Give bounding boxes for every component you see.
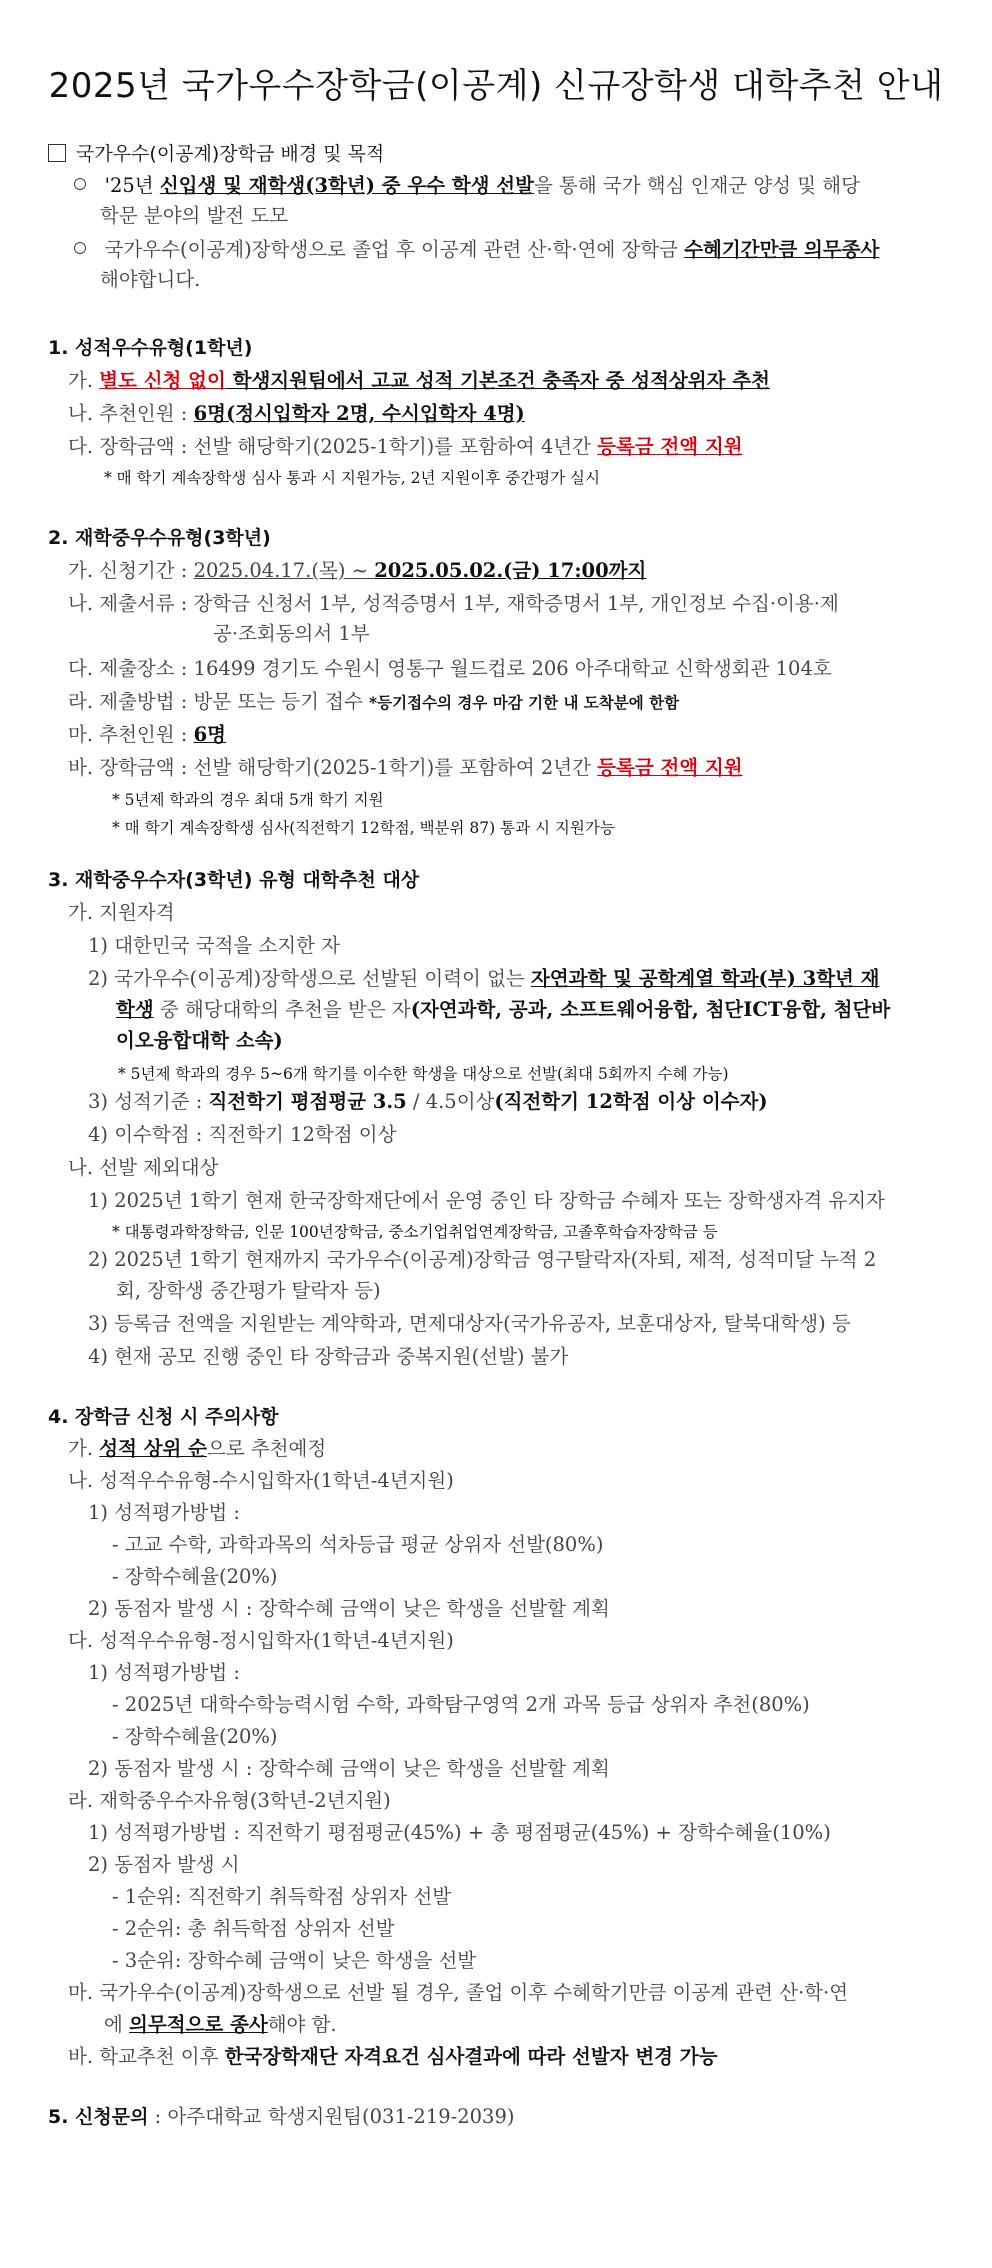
s3-na-2: 2) 2025년 1학기 현재까지 국가우수(이공계)장학금 영구탈락자(자퇴, 제적, 성적미달 누적 2 bbox=[88, 1248, 877, 1271]
s3-ga-3: 3) 성적기준 : 직전학기 평점평균 3.5 / 4.5이상(직전학기 12학점 이상 이수자) bbox=[88, 1090, 768, 1113]
intro-bullet-1: '25년 신입생 및 재학생(3학년) 중 우수 학생 선발을 통해 국가 핵심 인재군 양성 및 해당 bbox=[74, 172, 860, 200]
s2-item-ma: 마. 추천인원 : 6명 bbox=[68, 723, 226, 746]
s2-item-da: 다. 제출장소 : 16499 경기도 수원시 영통구 월드컵로 206 아주대학교 신학생회관 104호 bbox=[68, 657, 832, 680]
intro-bullet-2-cont: 해야합니다. bbox=[100, 268, 201, 291]
section-5-heading: 5. 신청문의 : 아주대학교 학생지원팀(031-219-2039) bbox=[48, 2105, 515, 2128]
s4-na-1b: - 장학수혜율(20%) bbox=[112, 1565, 278, 1588]
intro-bullet-1-cont: 학문 분야의 발전 도모 bbox=[100, 204, 289, 227]
s1-item-na: 나. 추천인원 : 6명(정시입학자 2명, 수시입학자 4명) bbox=[68, 402, 525, 425]
s4-ra-2b: - 2순위: 총 취득학점 상위자 선발 bbox=[112, 1917, 395, 1940]
checkbox-square-icon bbox=[48, 144, 66, 162]
section-3-heading: 3. 재학중우수자(3학년) 유형 대학추천 대상 bbox=[48, 869, 420, 891]
s1-item-da: 다. 장학금액 : 선발 해당학기(2025-1학기)를 포함하여 4년간 등록금 전액 지원 bbox=[68, 435, 743, 458]
s4-na-1a: - 고교 수학, 과학과목의 석차등급 평균 상위자 선발(80%) bbox=[112, 1533, 604, 1556]
s2-item-ga: 가. 신청기간 : 2025.04.17.(목) ~ 2025.05.02.(금) 17:00까지 bbox=[68, 559, 647, 582]
s3-item-na: 나. 선발 제외대상 bbox=[68, 1156, 219, 1179]
s4-ra-2: 2) 동점자 발생 시 bbox=[88, 1853, 240, 1876]
s2-note-1: * 5년제 학과의 경우 최대 5개 학기 지원 bbox=[112, 791, 384, 809]
s4-da-1a: - 2025년 대학수학능력시험 수학, 과학탐구영역 2개 과목 등급 상위자 추천(80%) bbox=[112, 1693, 810, 1716]
s4-na-1: 1) 성적평가방법 : bbox=[88, 1501, 241, 1524]
s4-da-1: 1) 성적평가방법 : bbox=[88, 1661, 241, 1684]
s4-item-ra: 라. 재학중우수자유형(3학년-2년지원) bbox=[68, 1789, 391, 1812]
intro-bullet-2: 국가우수(이공계)장학생으로 졸업 후 이공계 관련 산·학·연에 장학금 수혜기간만큼 의무종사 bbox=[74, 236, 879, 264]
s1-note: * 매 학기 계속장학생 심사 통과 시 지원가능, 2년 지원이후 중간평가 실시 bbox=[104, 469, 600, 487]
s3-na-1-note: * 대통령과학장학금, 인문 100년장학금, 중소기업취업연계장학금, 고졸후학습자장학금 등 bbox=[112, 1223, 718, 1241]
s3-na-3: 3) 등록금 전액을 지원받는 계약학과, 면제대상자(국가유공자, 보훈대상자, 탈북대학생) 등 bbox=[88, 1312, 851, 1335]
s3-na-2-cont: 회, 장학생 중간평가 탈락자 등) bbox=[116, 1279, 381, 1302]
intro-heading: 국가우수(이공계)장학금 배경 및 목적 bbox=[48, 140, 384, 168]
s3-na-1: 1) 2025년 1학기 현재 한국장학재단에서 운영 중인 타 장학금 수혜자 또는 장학생자격 유지자 bbox=[88, 1189, 885, 1212]
s4-ra-2c: - 3순위: 장학수혜 금액이 낮은 학생을 선발 bbox=[112, 1949, 477, 1972]
s4-item-ga: 가. 성적 상위 순으로 추천예정 bbox=[68, 1437, 327, 1460]
s2-item-na: 나. 제출서류 : 장학금 신청서 1부, 성적증명서 1부, 재학증명서 1부, 개인정보 수집·이용·제 bbox=[68, 592, 839, 615]
s4-item-ma: 마. 국가우수(이공계)장학생으로 선발 될 경우, 졸업 이후 수혜학기만큼 이공계 관련 산·학·연 bbox=[68, 1981, 849, 2004]
s4-da-1b: - 장학수혜율(20%) bbox=[112, 1725, 278, 1748]
s4-item-ba: 바. 학교추천 이후 한국장학재단 자격요건 심사결과에 따라 선발자 변경 가능 bbox=[68, 2045, 718, 2068]
page-title: 2025년 국가우수장학금(이공계) 신규장학생 대학추천 안내 bbox=[48, 66, 944, 106]
section-4-heading: 4. 장학금 신청 시 주의사항 bbox=[48, 1406, 279, 1428]
s3-ga-2-note: * 5년제 학과의 경우 5~6개 학기를 이수한 학생을 대상으로 선발(최대 5회까지 수혜 가능) bbox=[118, 1065, 729, 1083]
s4-item-ma-cont: 에 의무적으로 종사해야 함. bbox=[104, 2013, 337, 2036]
s2-note-2: * 매 학기 계속장학생 심사(직전학기 12학점, 백분위 87) 통과 시 지원가능 bbox=[112, 819, 615, 837]
s3-ga-2-cont: 학생 중 해당대학의 추천을 받은 자(자연과학, 공과, 소프트웨어융합, 첨단ICT융합, 첨단바 bbox=[116, 998, 891, 1021]
s3-item-ga: 가. 지원자격 bbox=[68, 901, 175, 924]
circle-bullet-icon bbox=[74, 242, 86, 254]
contact-info: : 아주대학교 학생지원팀(031-219-2039) bbox=[148, 2105, 515, 2128]
s2-item-ba: 바. 장학금액 : 선발 해당학기(2025-1학기)를 포함하여 2년간 등록금 전액 지원 bbox=[68, 756, 743, 779]
s4-ra-2a: - 1순위: 직전학기 취득학점 상위자 선발 bbox=[112, 1885, 452, 1908]
circle-bullet-icon bbox=[74, 178, 86, 190]
s3-na-4: 4) 현재 공모 진행 중인 타 장학금과 중복지원(선발) 불가 bbox=[88, 1345, 569, 1368]
s3-ga-2-cont-2: 이오융합대학 소속) bbox=[116, 1029, 283, 1052]
s4-da-2: 2) 동점자 발생 시 : 장학수혜 금액이 낮은 학생을 선발할 계획 bbox=[88, 1757, 610, 1780]
s1-item-ga: 가. 별도 신청 없이 학생지원팀에서 고교 성적 기본조건 충족자 중 성적상위자 추천 bbox=[68, 369, 770, 392]
s4-item-da: 다. 성적우수유형-정시입학자(1학년-4년지원) bbox=[68, 1629, 454, 1652]
s2-item-ra: 라. 제출방법 : 방문 또는 등기 접수 *등기접수의 경우 마감 기한 내 도착분에 한함 bbox=[68, 690, 680, 713]
section-2-heading: 2. 재학중우수유형(3학년) bbox=[48, 527, 271, 549]
s4-item-na: 나. 성적우수유형-수시입학자(1학년-4년지원) bbox=[68, 1469, 454, 1492]
s4-na-2: 2) 동점자 발생 시 : 장학수혜 금액이 낮은 학생을 선발할 계획 bbox=[88, 1597, 610, 1620]
section-1-heading: 1. 성적우수유형(1학년) bbox=[48, 337, 253, 359]
s2-item-na-cont: 공·조회동의서 1부 bbox=[213, 622, 370, 645]
s3-ga-4: 4) 이수학점 : 직전학기 12학점 이상 bbox=[88, 1123, 397, 1146]
s3-ga-1: 1) 대한민국 국적을 소지한 자 bbox=[88, 934, 341, 957]
s4-ra-1: 1) 성적평가방법 : 직전학기 평점평균(45%) + 총 평점평균(45%) + 장학수혜율(10%) bbox=[88, 1821, 831, 1844]
s3-ga-2: 2) 국가우수(이공계)장학생으로 선발된 이력이 없는 자연과학 및 공학계열 학과(부) 3학년 재 bbox=[88, 967, 880, 990]
